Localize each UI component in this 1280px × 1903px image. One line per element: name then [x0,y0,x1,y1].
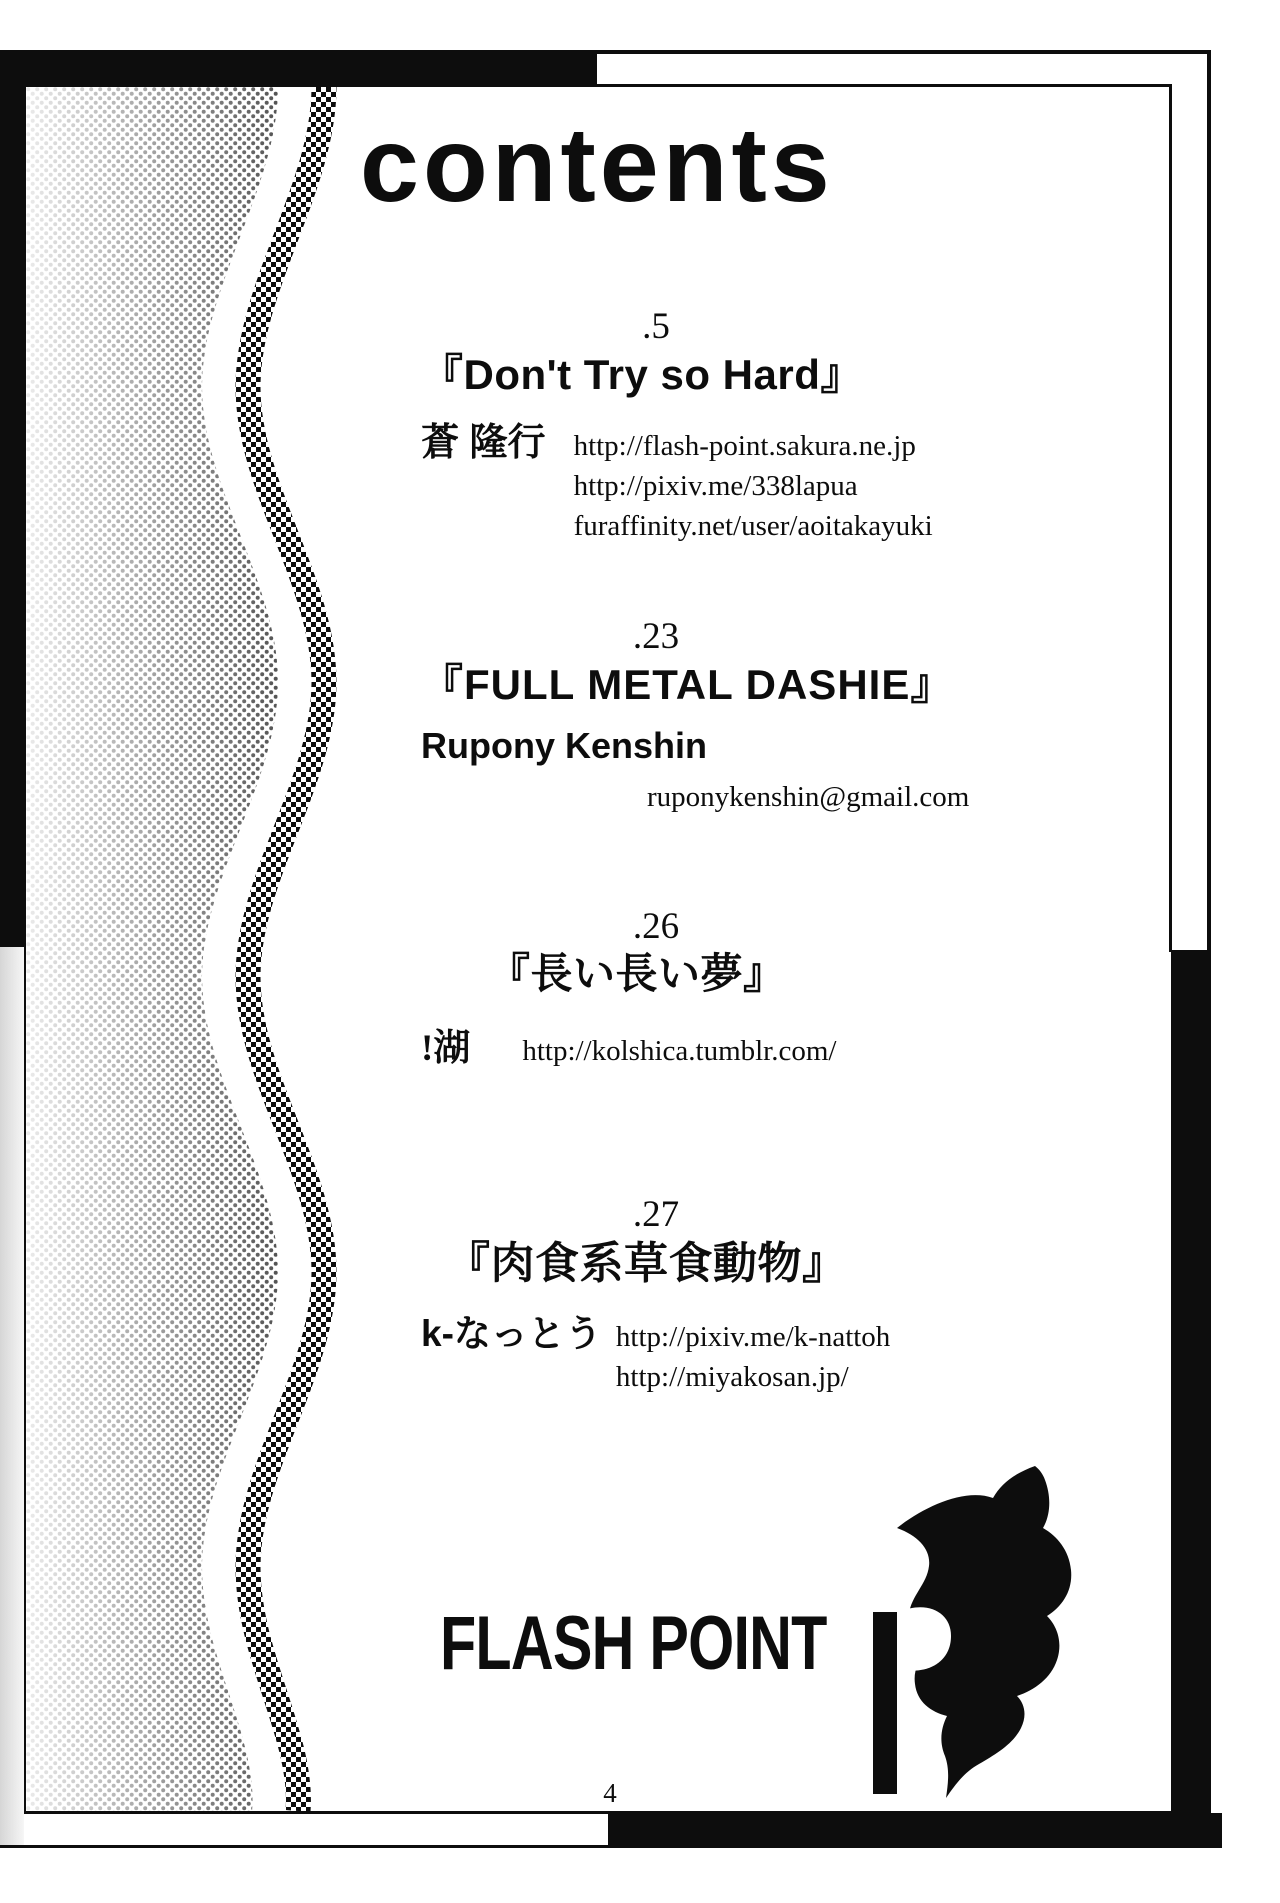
frame-bottom-right-bar [608,1813,1222,1848]
frame-left-strip [0,50,26,947]
folio-page-number: 4 [603,1778,617,1808]
frame-right-strip [1171,950,1208,1848]
frame-top-outer-line [594,50,1210,54]
frame-top-bar [0,50,597,87]
entry-link: http://flash-point.sakura.ne.jp [573,430,916,463]
checkered-wave-ribbon [248,87,324,1811]
entry-title: 『FULL METAL DASHIE』 [421,660,954,708]
entry-page-number: .5 [642,306,670,347]
entry-author: k-なっとう [421,1313,602,1355]
toc-entry [421,1196,891,1397]
page-title: contents [360,106,834,224]
halftone-wave-panel [26,87,382,1811]
entry-page-number: .26 [632,906,680,947]
flame-logo-p-stem [873,1612,897,1794]
flash-point-flame-logo-icon [853,1464,1075,1798]
toc-entry [421,908,891,1071]
entry-link: http://miyakosan.jp/ [615,1361,849,1394]
entry-title: 『Don't Try so Hard』 [421,350,863,398]
entry-page-number: .23 [632,616,680,657]
frame-top-inner-line [594,84,1172,87]
page-edge-shading [0,947,24,1845]
frame-right-inner-line [1169,84,1172,952]
entry-link: ruponykenshin@gmail.com [647,781,970,814]
entry-link: http://kolshica.tumblr.com/ [522,1035,837,1068]
entry-link: http://pixiv.me/k-nattoh [615,1321,891,1354]
frame-bottom-outer-line [0,1845,610,1848]
entry-title: 『長い長い夢』 [488,951,786,998]
toc-entry [421,616,970,817]
entry-title: 『肉食系草食動物』 [446,1238,847,1288]
toc-entry [421,306,933,546]
entry-page-number: .27 [632,1194,680,1235]
entry-link: furaffinity.net/user/aoitakayuki [573,510,933,543]
entry-author: Rupony Kenshin [421,725,707,767]
publisher-name: FLASH POINT [440,1601,827,1686]
entry-author: !湖 [421,1028,471,1070]
entry-author: 蒼 隆行 [421,422,546,465]
entry-link: http://pixiv.me/338lapua [573,470,858,503]
